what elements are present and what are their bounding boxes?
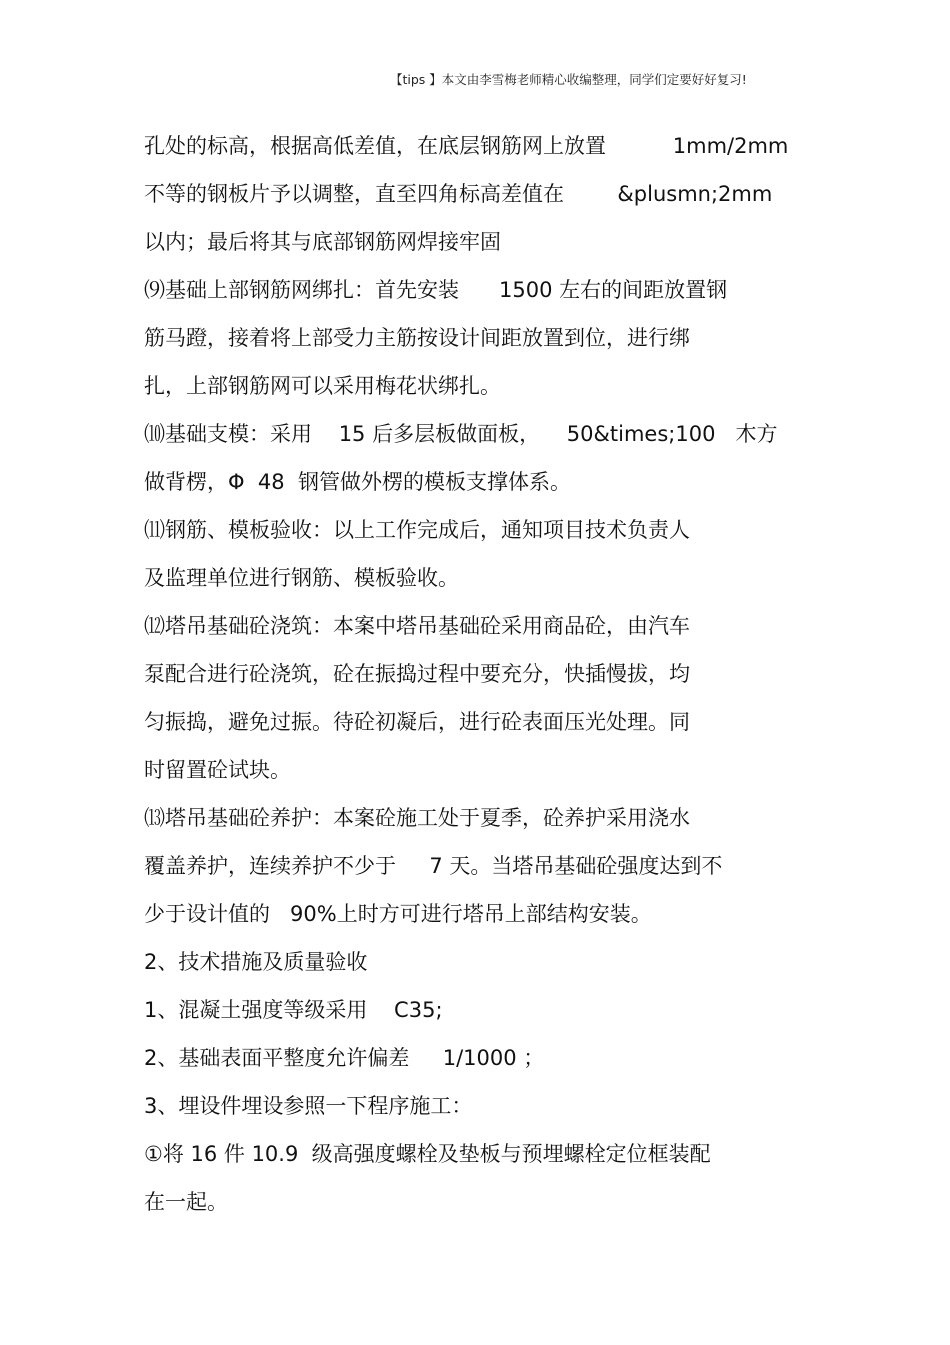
- text-line: ⑼基础上部钢筋网绑扎：首先安装 1500 左右的间距放置钢: [144, 278, 728, 302]
- text-line: 覆盖养护，连续养护不少于 7 天。当塔吊基础砼强度达到不: [144, 854, 723, 878]
- text-line: ⑽基础支模：采用 15 后多层板做面板， 50&times;100 木方: [144, 422, 778, 446]
- text-line: 在一起。: [144, 1190, 228, 1214]
- text-line: ⑾钢筋、模板验收：以上工作完成后，通知项目技术负责人: [144, 518, 690, 542]
- text-line: 扎，上部钢筋网可以采用梅花状绑扎。: [144, 374, 501, 398]
- text-line: ⒀塔吊基础砼养护：本案砼施工处于夏季，砼养护采用浇水: [144, 806, 690, 830]
- text-line: 做背楞，Φ 48 钢管做外楞的模板支撑体系。: [144, 470, 571, 494]
- text-line: 孔处的标高，根据高低差值，在底层钢筋网上放置 1mm/2mm: [144, 134, 789, 158]
- text-line: 匀振捣，避免过振。待砼初凝后，进行砼表面压光处理。同: [144, 710, 690, 734]
- text-line: 筋马蹬，接着将上部受力主筋按设计间距放置到位，进行绑: [144, 326, 690, 350]
- text-line: 2、基础表面平整度允许偏差 1/1000 ；: [144, 1046, 545, 1070]
- text-line: 泵配合进行砼浇筑，砼在振捣过程中要充分，快插慢拔，均: [144, 662, 690, 686]
- header-note: 【tips 】本文由李雪梅老师精心收编整理，同学们定要好好复习!: [390, 72, 747, 87]
- text-line: 及监理单位进行钢筋、模板验收。: [144, 566, 459, 590]
- text-line: 以内；最后将其与底部钢筋网焊接牢固: [144, 230, 501, 254]
- text-line: 时留置砼试块。: [144, 758, 291, 782]
- section-heading: 2、技术措施及质量验收: [144, 950, 368, 974]
- text-line: ⑿塔吊基础砼浇筑：本案中塔吊基础砼采用商品砼，由汽车: [144, 614, 690, 638]
- text-line: ①将 16 件 10.9 级高强度螺栓及垫板与预埋螺栓定位框装配: [144, 1142, 711, 1166]
- text-line: 少于设计值的 90%上时方可进行塔吊上部结构安装。: [144, 902, 652, 926]
- text-line: 3、埋设件埋设参照一下程序施工：: [144, 1094, 473, 1118]
- text-line: 1、混凝土强度等级采用 C35;: [144, 998, 443, 1022]
- text-line: 不等的钢板片予以调整，直至四角标高差值在 &plusmn;2mm: [144, 182, 773, 206]
